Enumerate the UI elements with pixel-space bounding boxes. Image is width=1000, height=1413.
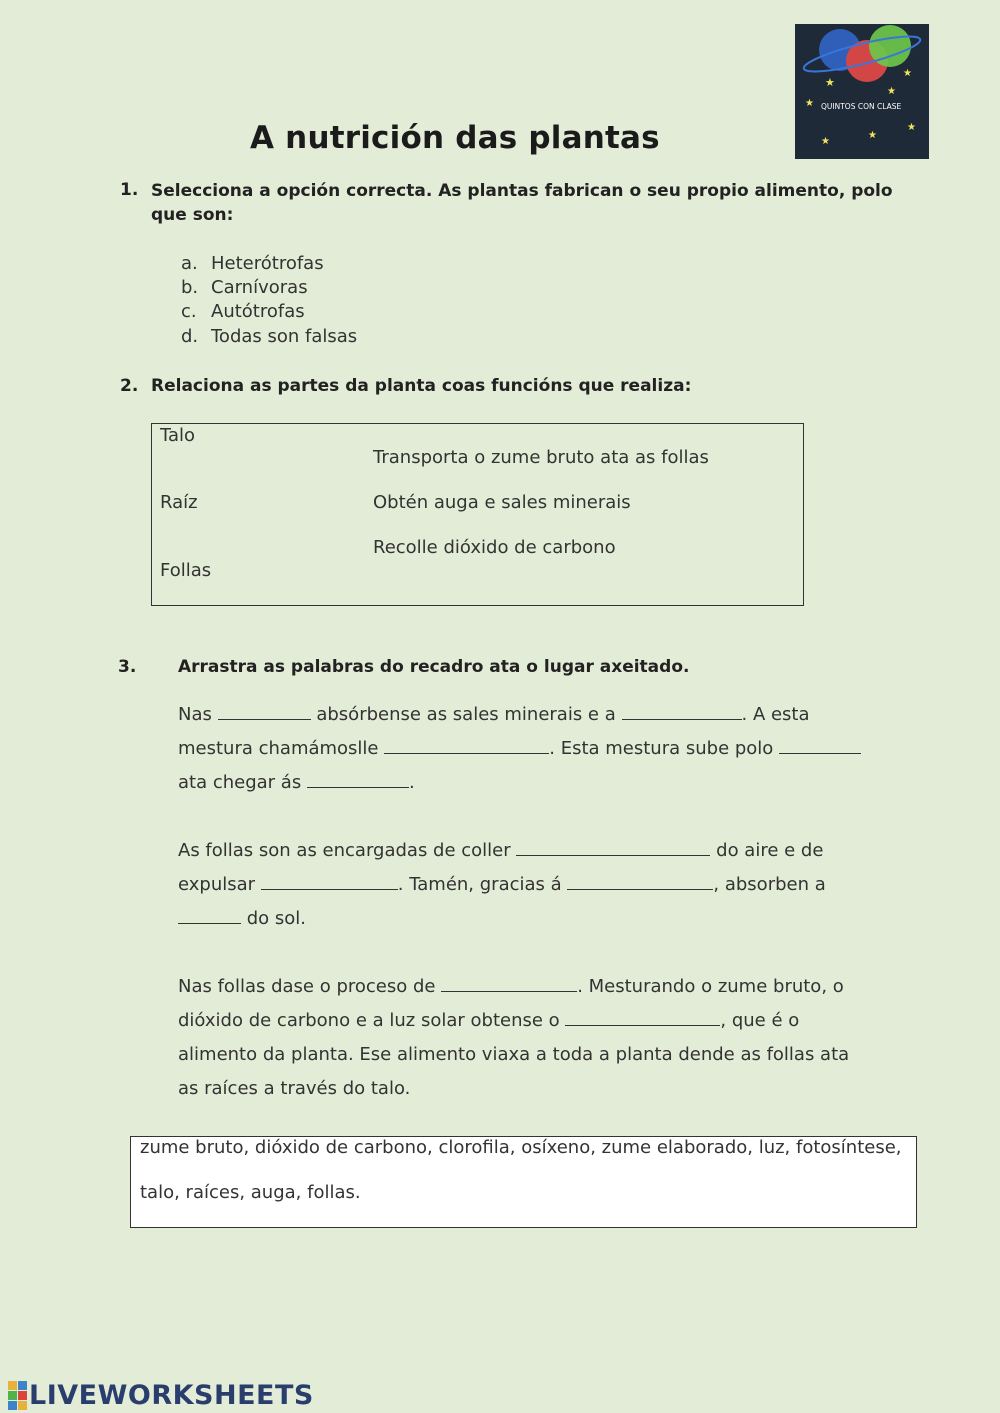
blank-input[interactable] (178, 909, 241, 924)
q1-option-d[interactable] (181, 326, 357, 347)
blank-input[interactable] (218, 705, 311, 720)
q2-text: Relaciona as partes da planta coas funcións que realiza: (151, 376, 692, 396)
p2-line3: do sol. (178, 902, 306, 936)
word-bank-line2[interactable]: talo, raíces, auga, follas. (140, 1182, 361, 1203)
p3-line2: dióxido de carbono e a luz solar obtense o , que é o (178, 1010, 800, 1031)
blank-input[interactable] (384, 739, 549, 754)
p1-line3: ata chegar ás . (178, 772, 415, 793)
q1-option-c[interactable] (181, 301, 305, 322)
p1-line2: mestura chamámoslle . Esta mestura sube polo (178, 732, 861, 766)
logo-text: QUINTOS CON CLASE (821, 102, 902, 111)
function-co2[interactable]: Recolle dióxido de carbono (373, 537, 616, 558)
blank-input[interactable] (565, 1011, 720, 1026)
q3-text: Arrastra as palabras do recadro ata o lugar axeitado. (178, 657, 690, 677)
option-letter: a. (181, 253, 198, 274)
option-letter: b. (181, 277, 199, 298)
option-label: Autótrofas (211, 301, 305, 322)
blank-input[interactable] (261, 875, 398, 890)
svg-text:★: ★ (903, 68, 912, 79)
planets-icon (795, 24, 929, 159)
blank-input[interactable] (622, 705, 742, 720)
svg-text:★: ★ (887, 86, 896, 97)
option-label: Heterótrofas (211, 253, 324, 274)
part-raiz[interactable]: Raíz (160, 492, 198, 513)
page-title: A nutrición das plantas (250, 120, 660, 156)
option-letter: d. (181, 326, 199, 347)
blank-input[interactable] (567, 875, 713, 890)
word-bank-line1[interactable]: zume bruto, dióxido de carbono, clorofila, osíxeno, zume elaborado, luz, fotosíntese, (140, 1137, 902, 1158)
p3-line1: Nas follas dase o proceso de . Mesturando o zume bruto, o (178, 976, 844, 997)
liveworksheets-logo-icon (8, 1381, 27, 1410)
part-follas[interactable]: Follas (160, 560, 212, 581)
p2-line1: As follas son as encargadas de coller do aire e de (178, 840, 824, 861)
q2-number: 2. (120, 376, 139, 396)
p1-line1: Nas absórbense as sales minerais e a . A esta (178, 704, 810, 725)
brand-name: LIVEWORKSHEETS (29, 1379, 314, 1411)
blank-input[interactable] (516, 841, 710, 856)
svg-text:★: ★ (821, 136, 830, 147)
q3-number: 3. (118, 657, 137, 677)
blank-input[interactable] (307, 773, 409, 788)
function-transport[interactable]: Transporta o zume bruto ata as follas (373, 447, 709, 468)
p3-line3: alimento da planta. Ese alimento viaxa a toda a planta dende as follas ata (178, 1044, 850, 1065)
p2-line2: expulsar . Tamén, gracias á , absorben a (178, 874, 826, 895)
q1-option-b[interactable] (181, 277, 308, 298)
p3-line4: as raíces a través do talo. (178, 1078, 411, 1099)
option-label: Carnívoras (211, 277, 308, 298)
part-talo[interactable]: Talo (160, 425, 196, 446)
svg-text:★: ★ (805, 98, 814, 109)
q1-text: Selecciona a opción correcta. As plantas fabrican o seu propio alimento, polo que son: (151, 181, 893, 225)
option-label: Todas son falsas (211, 326, 358, 347)
option-letter: c. (181, 301, 197, 322)
svg-text:★: ★ (825, 76, 835, 89)
svg-text:★: ★ (907, 122, 916, 133)
q1-option-a[interactable] (181, 253, 324, 274)
class-logo (795, 24, 929, 159)
svg-text:★: ★ (868, 130, 877, 141)
function-water[interactable]: Obtén auga e sales minerais (373, 492, 631, 513)
q1-number: 1. (120, 180, 139, 200)
blank-input[interactable] (441, 977, 577, 992)
footer-brand[interactable] (8, 1380, 314, 1410)
blank-input[interactable] (779, 739, 861, 754)
